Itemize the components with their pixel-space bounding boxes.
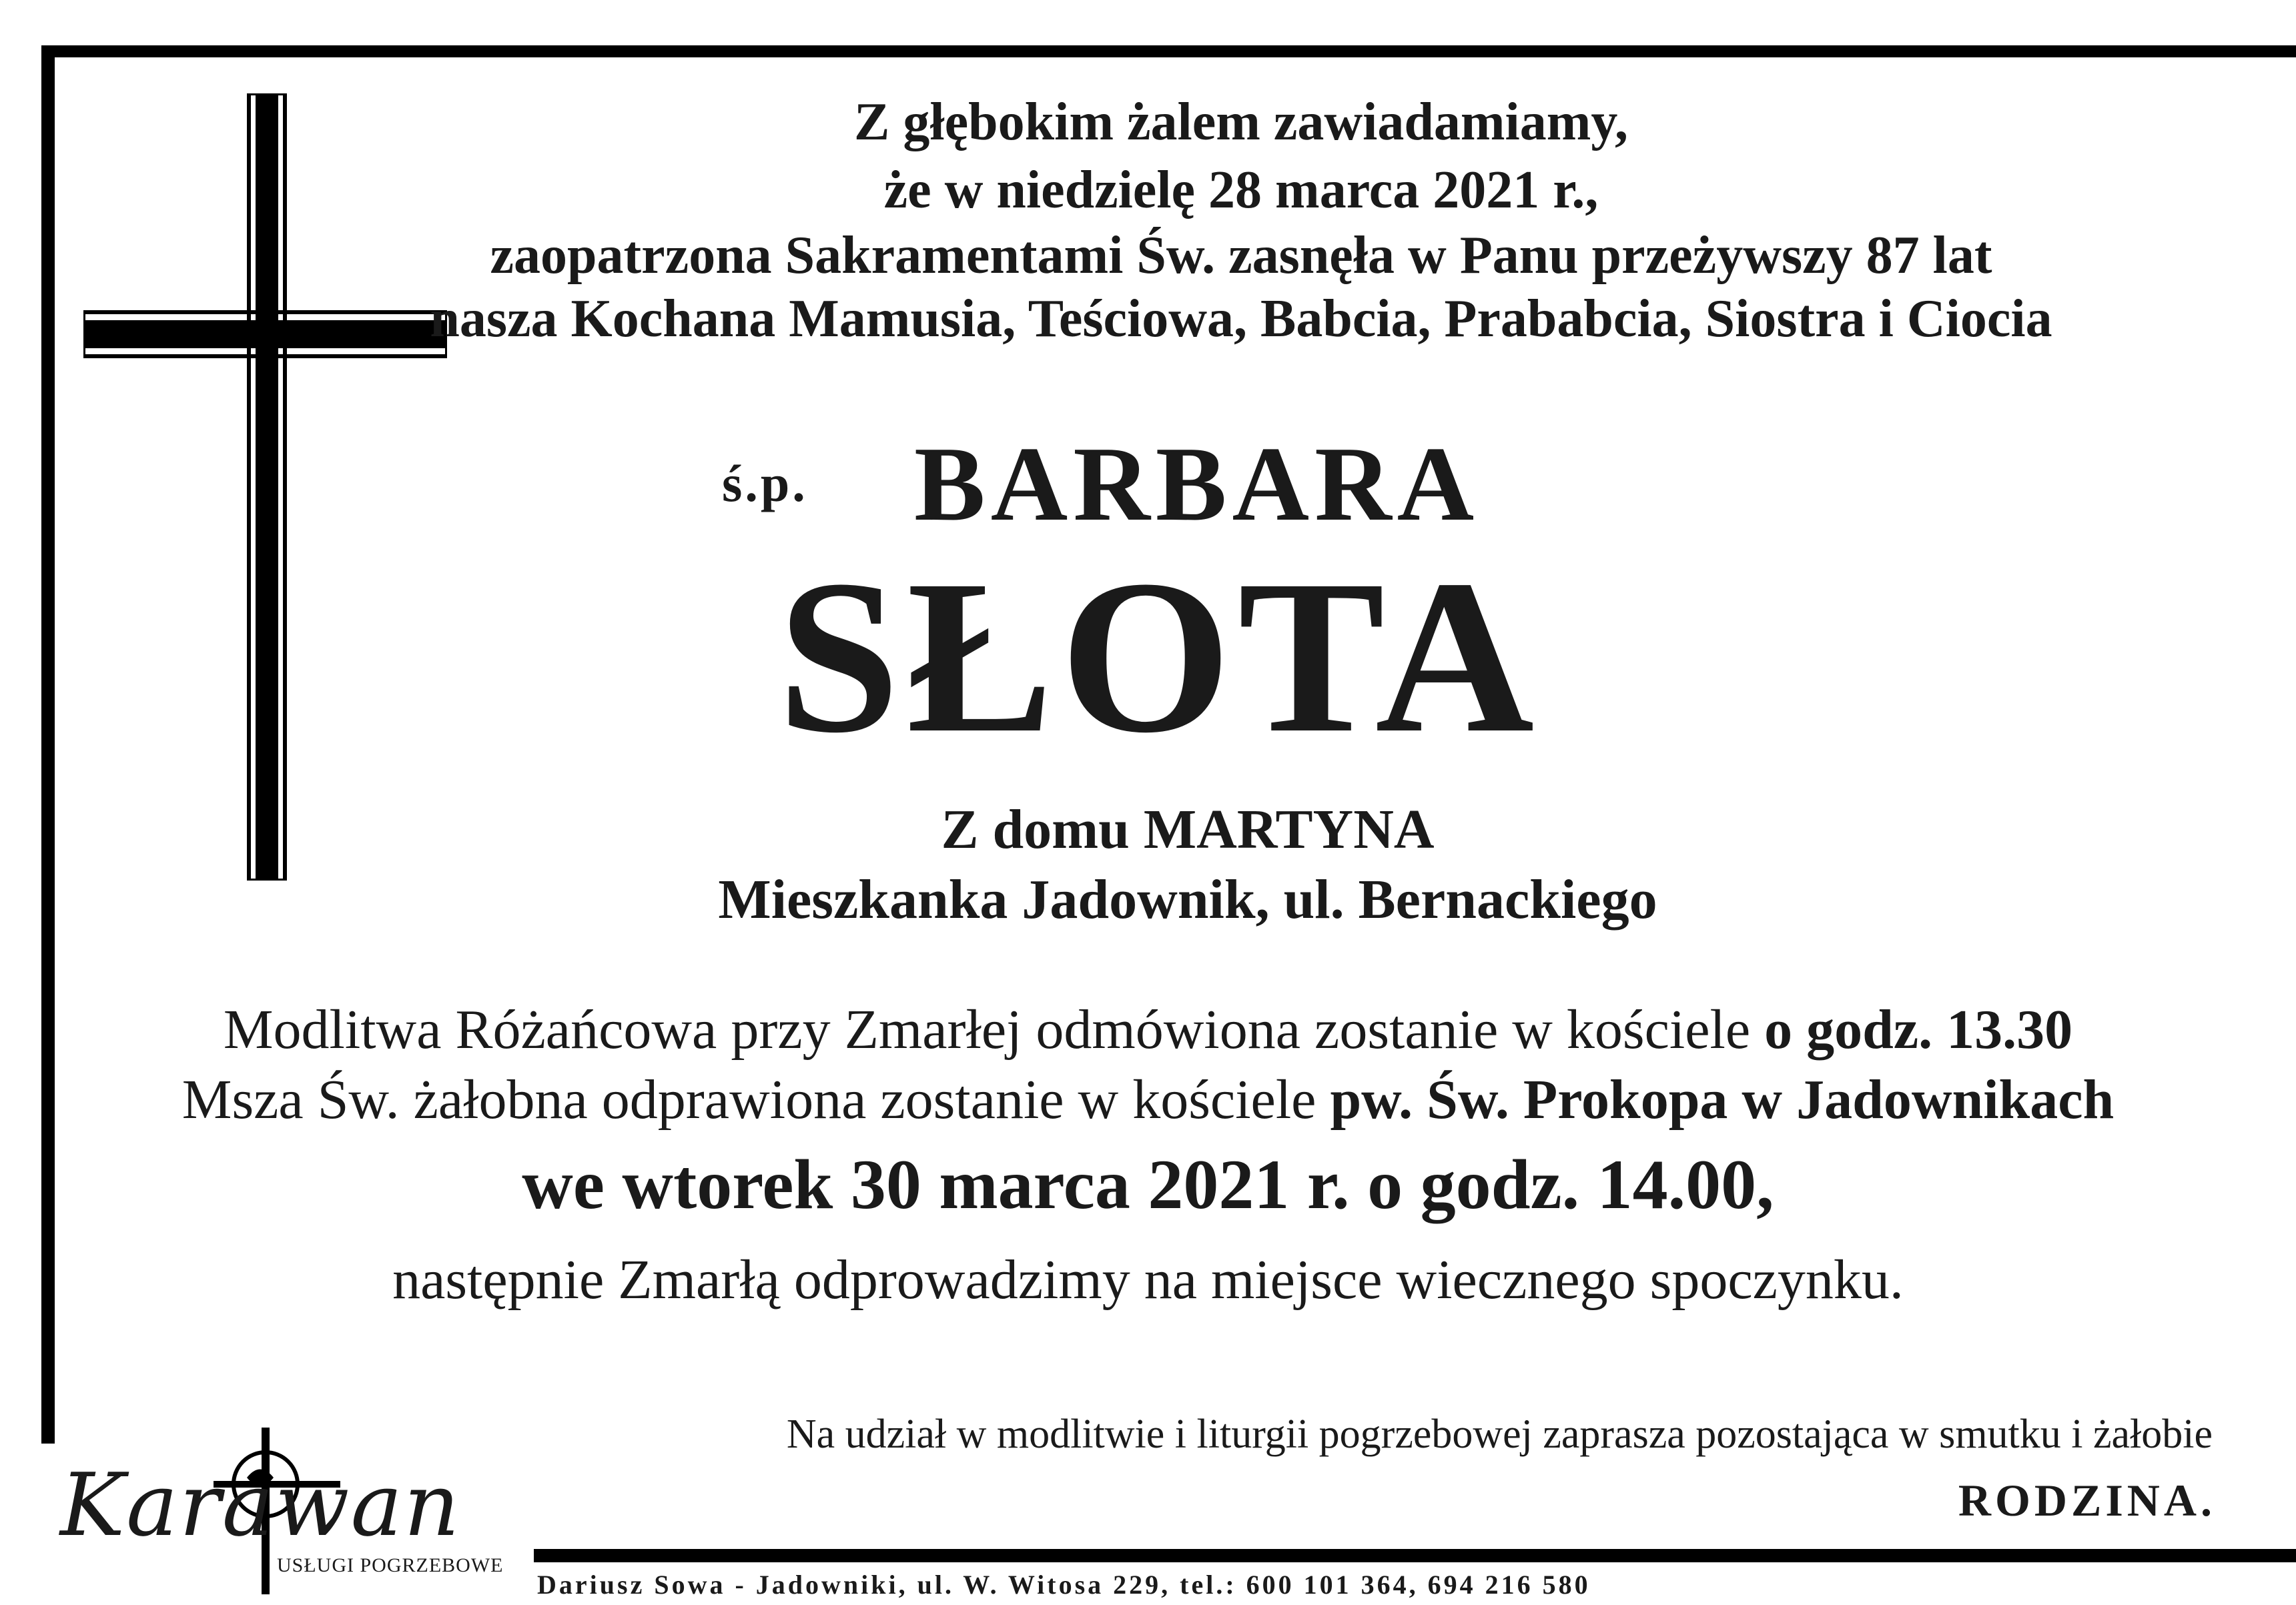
intro-line: że w niedzielę 28 marca 2021 r., (883, 161, 1599, 219)
intro-line: Z głębokim żalem zawiadamiamy, (854, 93, 1628, 151)
funeral-date: we wtorek 30 marca 2021 r. o godz. 14.00, (522, 1145, 1774, 1223)
cross-icon (83, 93, 447, 881)
intro-line: zaopatrzona Sakramentami Św. zasnęła w Panu przeżywszy 87 lat (490, 226, 1992, 285)
rosary-line (67, 997, 2229, 1062)
burial-line: następnie Zmarłą odprowadzimy na miejsce wiecznego spoczynku. (392, 1249, 1904, 1311)
mass-text: Msza Św. żałobna odprawiona zostanie w kościele (181, 1069, 1330, 1131)
invitation: Na udział w modlitwie i liturgii pogrzebowej zaprasza pozostająca w smutku i żałobie (786, 1412, 2213, 1457)
footer-contact: Dariusz Sowa - Jadowniki, ul. W. Witosa 229, tel.: 600 101 364, 694 216 580 (537, 1570, 1591, 1600)
family-signature: RODZINA. (1958, 1475, 2216, 1526)
first-name: BARBARA (914, 424, 1480, 543)
frame-bottom-border (534, 1549, 2296, 1562)
sp-prefix: ś.p. (722, 454, 808, 512)
mass-church: pw. Św. Prokopa w Jadownikach (1330, 1069, 2115, 1131)
frame-top-border (41, 45, 2296, 57)
maiden-name: Z domu MARTYNA (941, 798, 1435, 861)
intro-line: nasza Kochana Mamusia, Teściowa, Babcia, Prababcia, Siostra i Ciocia (430, 290, 2052, 348)
logo-tagline: USŁUGI POGRZEBOWE (277, 1554, 504, 1576)
logo-name: Karawan (60, 1454, 461, 1556)
rosary-time: o godz. 13.30 (1764, 999, 2073, 1061)
residence: Mieszkanka Jadownik, ul. Bernackiego (718, 869, 1657, 931)
mass-line (67, 1067, 2229, 1132)
frame-left-border (41, 45, 55, 1444)
last-name: SŁOTA (777, 535, 1541, 778)
rosary-text: Modlitwa Różańcowa przy Zmarłej odmówiona zostanie w kościele (223, 999, 1765, 1061)
